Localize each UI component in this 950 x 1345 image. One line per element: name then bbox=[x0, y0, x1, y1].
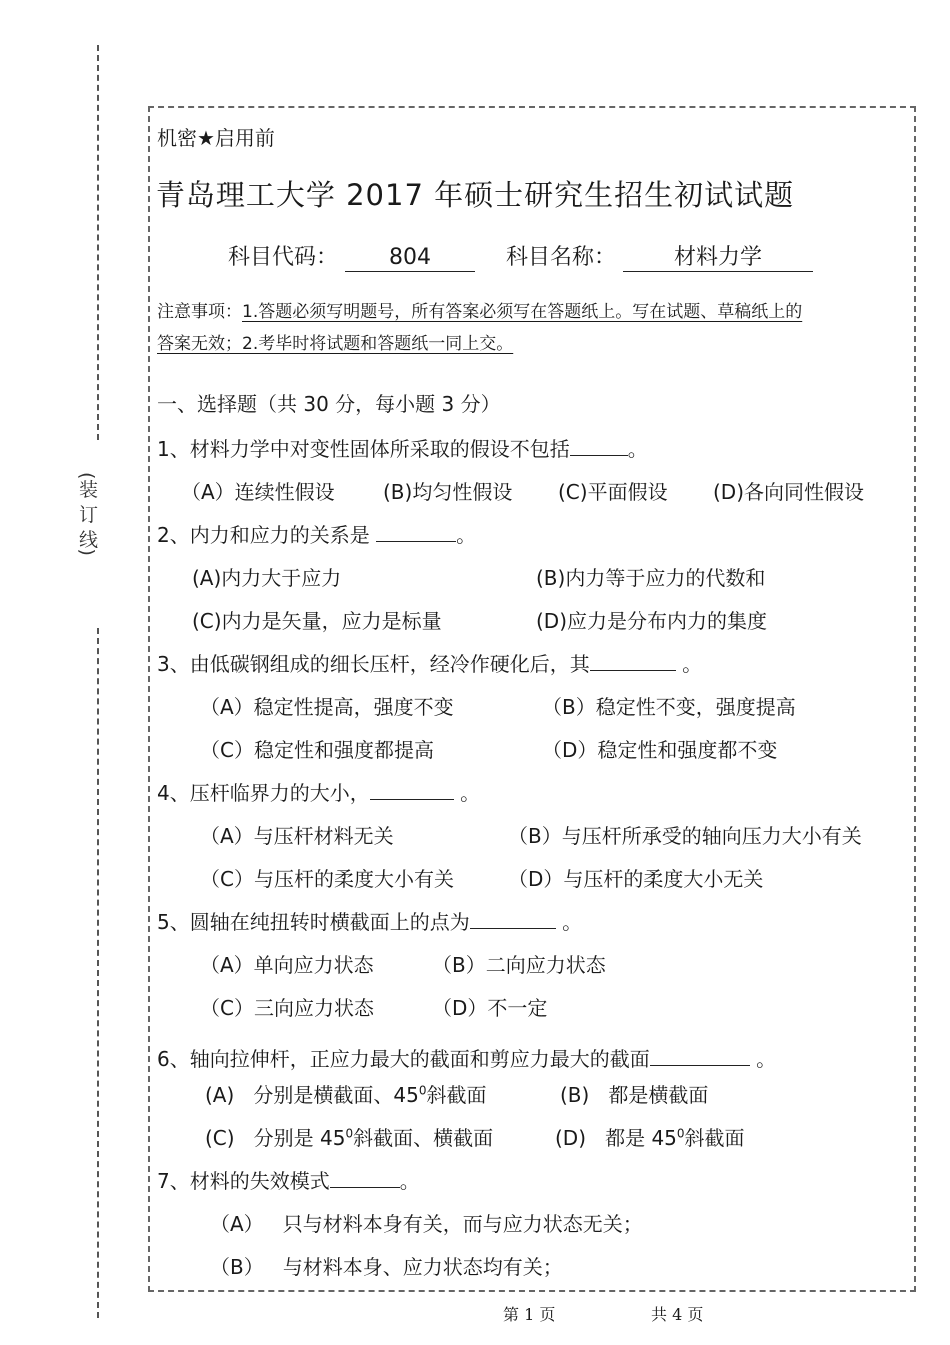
option-text: 斜截面 bbox=[684, 1126, 745, 1150]
question-end: 。 bbox=[756, 1047, 777, 1071]
binding-line-bottom bbox=[97, 628, 99, 1318]
question-end: 。 bbox=[562, 910, 583, 934]
page-total: 共 4 页 bbox=[651, 1305, 704, 1324]
option-letter: (A) bbox=[205, 1083, 235, 1107]
option: (A)内力大于应力 bbox=[192, 566, 342, 590]
option: （D）与压杆的柔度大小无关 bbox=[508, 867, 764, 891]
question-stem: 7、材料的失效模式 bbox=[157, 1169, 330, 1193]
option: （A）稳定性提高，强度不变 bbox=[200, 695, 454, 719]
degree-superscript: 0 bbox=[418, 1083, 427, 1098]
binding-line-top bbox=[97, 45, 99, 440]
question-stem: 2、内力和应力的关系是 bbox=[157, 523, 370, 547]
subject-name bbox=[506, 240, 813, 272]
notice-line-1: 1.答题必须写明题号，所有答案必须写在答题纸上。写在试题、草稿纸上的 bbox=[242, 302, 803, 322]
subject-code-value: 804 bbox=[345, 245, 475, 272]
option: (B)均匀性假设 bbox=[383, 480, 513, 504]
option: （C）稳定性和强度都提高 bbox=[200, 738, 434, 762]
option bbox=[205, 1122, 493, 1151]
question-end: 。 bbox=[460, 781, 481, 805]
question-end: 。 bbox=[682, 652, 703, 676]
section-heading: 一、选择题（共 30 分，每小题 3 分） bbox=[157, 392, 501, 416]
subject-name-label: 科目名称： bbox=[506, 245, 617, 270]
option-text: 斜截面、横截面 bbox=[353, 1126, 494, 1150]
degree-superscript: 0 bbox=[676, 1126, 685, 1141]
question-6 bbox=[157, 1043, 776, 1072]
option: （C）三向应力状态 bbox=[200, 996, 374, 1020]
option-letter: (B) bbox=[560, 1083, 590, 1107]
binding-label: (装 订 线) bbox=[76, 472, 98, 556]
option: （B）与压杆所承受的轴向压力大小有关 bbox=[508, 824, 862, 848]
answer-blank bbox=[650, 1047, 750, 1066]
question-end: 。 bbox=[399, 1169, 420, 1193]
degree-superscript: 0 bbox=[345, 1126, 354, 1141]
question-end: 。 bbox=[627, 437, 648, 461]
option: （A）与压杆材料无关 bbox=[200, 824, 394, 848]
option: (D)应力是分布内力的集度 bbox=[536, 609, 768, 633]
option-text: 都是 45 bbox=[605, 1126, 677, 1150]
option bbox=[205, 1079, 486, 1108]
question-end: 。 bbox=[456, 523, 477, 547]
answer-blank bbox=[376, 523, 456, 542]
option: （D）稳定性和强度都不变 bbox=[542, 738, 778, 762]
option-text: 都是横截面 bbox=[608, 1083, 709, 1107]
option: （D）不一定 bbox=[432, 996, 548, 1020]
question-3 bbox=[157, 648, 702, 677]
option: (B)内力等于应力的代数和 bbox=[536, 566, 766, 590]
option-letter: (D) bbox=[555, 1126, 587, 1150]
option: （A）单向应力状态 bbox=[200, 953, 374, 977]
subject-code-label: 科目代码： bbox=[228, 245, 339, 270]
question-stem: 4、压杆临界力的大小， bbox=[157, 781, 370, 805]
notice-line-2: 答案无效；2.考毕时将试题和答题纸一同上交。 bbox=[157, 334, 514, 354]
answer-blank bbox=[330, 1169, 400, 1188]
option: (D)各向同性假设 bbox=[713, 480, 865, 504]
notice-label: 注意事项： bbox=[157, 302, 242, 322]
option-text: 斜截面 bbox=[426, 1083, 487, 1107]
page-title: 青岛理工大学 2017 年硕士研究生招生初试试题 bbox=[155, 178, 795, 212]
option-text: 分别是 45 bbox=[253, 1126, 346, 1150]
option: （A）连续性假设 bbox=[181, 480, 335, 504]
question-4 bbox=[157, 777, 480, 806]
option-text: 与材料本身、应力状态均有关； bbox=[282, 1255, 563, 1279]
option: (C)平面假设 bbox=[558, 480, 668, 504]
confidential-mark: 机密★启用前 bbox=[157, 126, 275, 150]
option-text: 只与材料本身有关，而与应力状态无关； bbox=[282, 1212, 643, 1236]
option: （C）与压杆的柔度大小有关 bbox=[200, 867, 454, 891]
option bbox=[560, 1079, 708, 1108]
answer-blank bbox=[470, 910, 556, 929]
subject-code bbox=[228, 240, 475, 272]
page-number: 第 1 页 bbox=[503, 1305, 556, 1324]
question-1 bbox=[157, 433, 648, 462]
answer-blank bbox=[570, 437, 628, 456]
answer-blank bbox=[590, 652, 676, 671]
notice bbox=[157, 296, 802, 360]
option bbox=[210, 1208, 643, 1237]
option: (C)内力是矢量，应力是标量 bbox=[192, 609, 442, 633]
subject-name-value: 材料力学 bbox=[623, 245, 813, 272]
option bbox=[210, 1251, 563, 1280]
option bbox=[555, 1122, 745, 1151]
answer-blank bbox=[370, 781, 454, 800]
question-7 bbox=[157, 1165, 420, 1194]
option: （B）二向应力状态 bbox=[432, 953, 606, 977]
question-stem: 1、材料力学中对变性固体所采取的假设不包括 bbox=[157, 437, 570, 461]
question-stem: 6、轴向拉伸杆，正应力最大的截面和剪应力最大的截面 bbox=[157, 1047, 650, 1071]
question-stem: 5、圆轴在纯扭转时横截面上的点为 bbox=[157, 910, 470, 934]
question-stem: 3、由低碳钢组成的细长压杆，经冷作硬化后，其 bbox=[157, 652, 590, 676]
option-letter: （A） bbox=[210, 1212, 264, 1236]
question-5 bbox=[157, 906, 582, 935]
option: （B）稳定性不变，强度提高 bbox=[542, 695, 796, 719]
option-text: 分别是横截面、45 bbox=[253, 1083, 419, 1107]
option-letter: （B） bbox=[210, 1255, 264, 1279]
option-letter: (C) bbox=[205, 1126, 235, 1150]
question-2 bbox=[157, 519, 476, 548]
